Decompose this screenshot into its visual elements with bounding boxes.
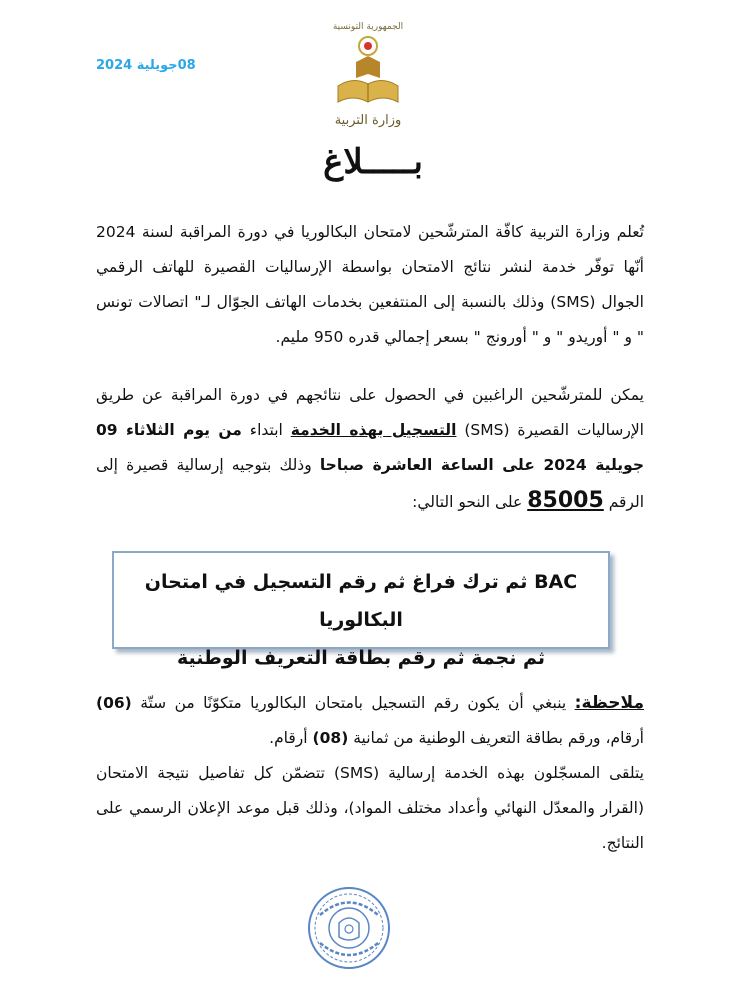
paragraph1-line3: (SMS) وذلك بالنسبة إلى المنتفعين بخدمات الهاتف الجوّال لـ" اتصالات تونس " و " أوريدو — [96, 293, 644, 346]
registration-highlight: التسجيل بهذه الخدمة — [290, 421, 457, 439]
ministry-text: وزارة التربية — [334, 113, 402, 128]
registration-paragraph — [96, 378, 644, 520]
paragraph1-line2: توفّر خدمة لنشر نتائج الامتحان بواسطة الإرساليات القصيرة للهاتف الرقمي الجوال — [96, 258, 644, 311]
note2: يتلقى المسجّلون بهذه الخدمة إرسالية (SMS) تتضمّن كل تفاصيل نتيجة الامتحان (القرار والمعدّل النهائي وأعداد مختلف المواد)، وذلك قبل موعد الإعلان الرسمي على النتائج. — [96, 764, 645, 852]
note1b: (06) — [96, 694, 132, 712]
sms-format-box — [112, 551, 610, 669]
note1c: أرقام، ورقم بطاقة التعريف الوطنية من ثمانية — [348, 729, 644, 747]
note1e: أرقام. — [269, 729, 313, 747]
format-line1: BAC ثم ترك فراغ ثم رقم التسجيل في امتحان البكالوريا — [144, 571, 578, 631]
note1a: ينبغي أن يكون رقم التسجيل بامتحان البكالوريا متكوّنًا من ستّة — [131, 694, 575, 712]
paragraph2-part1: يمكن للمترشّحين الراغبين في الحصول على نتائجهم في دورة المراقبة عن طريق الإرساليات القصيرة (SMS) — [96, 386, 644, 439]
stamp-icon — [306, 885, 392, 971]
paragraph2-part3: وذلك بتوجيه إرسالية قصيرة إلى الرقم — [96, 456, 644, 511]
start-date: من يوم الثلاثاء 09 جويلية 2024 على الساعة العاشرة صباحا — [96, 421, 644, 474]
sms-number: 85005 — [527, 488, 604, 513]
paragraph1-line1: تُعلم وزارة التربية كافّة المترشّحين لامتحان البكالوريا في دورة المراقبة لسنة 2024 أنّها — [96, 223, 644, 276]
announcement-paragraph — [96, 215, 644, 355]
ministry-logo — [318, 16, 418, 131]
official-seal — [306, 885, 392, 971]
paragraph2-part2: ابتداء — [241, 421, 291, 439]
note1 — [96, 686, 644, 756]
ministry-emblem-icon — [318, 16, 418, 131]
note-label: ملاحظة: — [574, 693, 644, 713]
paragraph2-part4: على النحو التالي: — [412, 493, 528, 511]
paragraph1-line4: " و " أورونج " بسعر إجمالي قدره 950 مليم. — [275, 328, 564, 346]
republic-text: الجمهورية التونسية — [332, 22, 404, 32]
document-date: 08جويلية 2024 — [96, 58, 196, 73]
document-title: بـــــلاغ — [323, 142, 423, 182]
format-line2: ثم نجمة ثم رقم بطاقة التعريف الوطنية — [176, 647, 546, 669]
notes-section — [96, 686, 644, 861]
note1d: (08) — [312, 729, 349, 747]
